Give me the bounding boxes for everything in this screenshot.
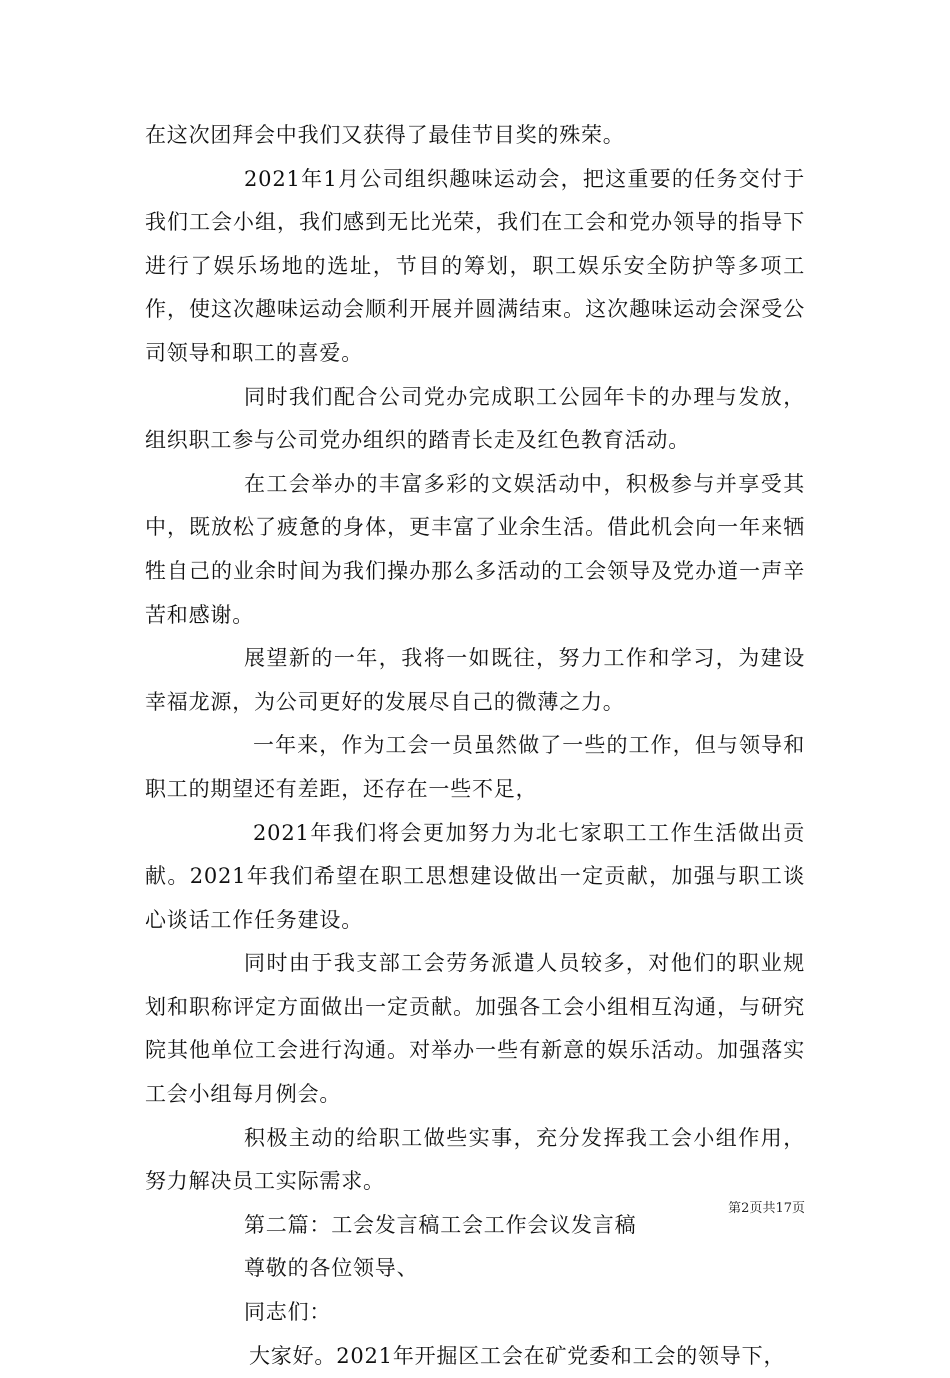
paragraph-8: 同时由于我支部工会劳务派遣人员较多，对他们的职业规划和职称评定方面做出一定贡献。加强各工会小组相互沟通，与研究院其他单位工会进行沟通。对举办一些有新意的娱乐活动。加强落实工会小组每月例会。 [145,951,805,1107]
paragraph-3: 同时我们配合公司党办完成职工公园年卡的办理与发放，组织职工参与公司党办组织的踏青长走及红色教育活动。 [145,384,805,453]
document-body [145,114,805,1378]
paragraph-9: 积极主动的给职工做些实事，充分发挥我工会小组作用，努力解决员工实际需求。 [145,1125,805,1194]
section-heading: 第二篇：工会发言稿工会工作会议发言稿 [244,1212,637,1237]
paragraph-7: 2021年我们将会更加努力为北七家职工工作生活做出贡献。2021年我们希望在职工思想建设做出一定贡献，加强与职工谈心谈话工作任务建设。 [145,820,805,932]
page-number-footer: 第2页共17页 [728,1201,805,1216]
salutation-line-2: 同志们： [244,1300,332,1325]
salutation-line-1: 尊敬的各位领导、 [244,1256,419,1281]
paragraph-6: 一年来，作为工会一员虽然做了一些的工作，但与领导和职工的期望还有差距，还存在一些不足， [145,733,805,801]
paragraph-2: 2021年1月公司组织趣味运动会，把这重要的任务交付于我们工会小组，我们感到无比光荣，我们在工会和党办领导的指导下进行了娱乐场地的选址，节目的筹划，职工娱乐安全防护等多项工作，使这次趣味运动会顺利开展并圆满结束。这次趣味运动会深受公司领导和职工的喜爱。 [145,166,805,365]
paragraph-4: 在工会举办的丰富多彩的文娱活动中，积极参与并享受其中，既放松了疲惫的身体，更丰富了业余生活。借此机会向一年来牺牲自己的业余时间为我们操办那么多活动的工会领导及党办道一声辛苦和感谢。 [145,471,805,627]
paragraph-1: 在这次团拜会中我们又获得了最佳节目奖的殊荣。 [145,123,625,147]
paragraph-5: 展望新的一年，我将一如既往，努力工作和学习，为建设幸福龙源，为公司更好的发展尽自己的微薄之力。 [145,646,805,714]
paragraph-13: 大家好。2021年开掘区工会在矿党委和工会的领导下， [249,1343,786,1368]
